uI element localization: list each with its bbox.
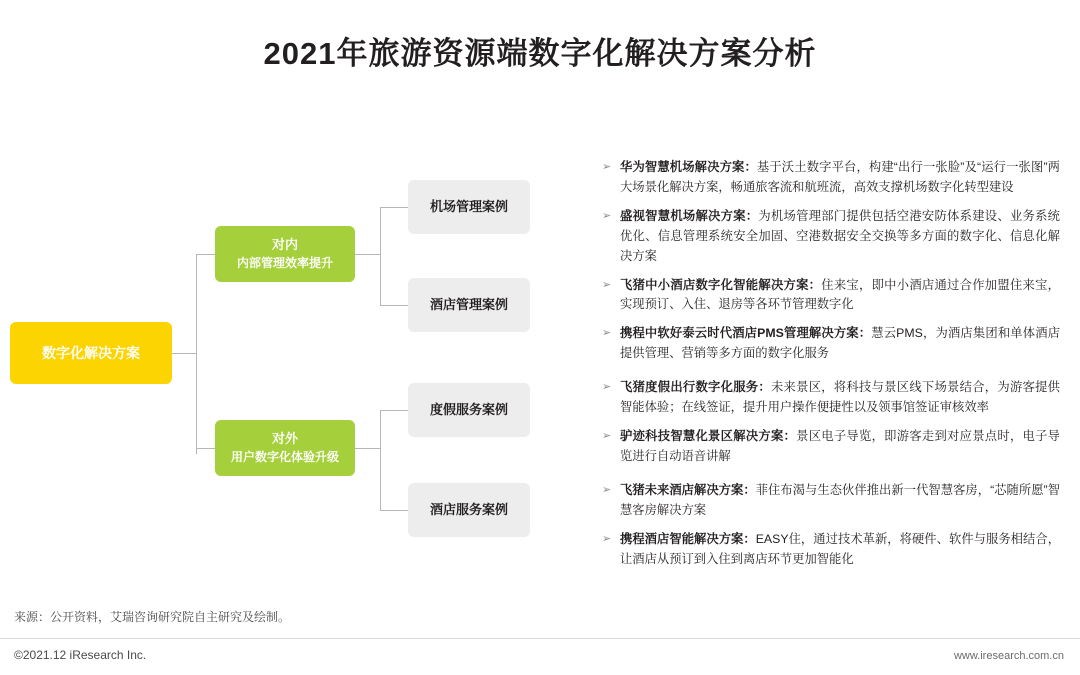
connector-outer-leaf-1 xyxy=(380,410,408,411)
connector-root-spine xyxy=(196,254,197,454)
diagram-node-leaf-hotel-management xyxy=(408,278,530,332)
bullet-item-text: 景区电子导览，即游客走到对应景点时，电子导览进行自动语音讲解 xyxy=(620,428,1060,463)
arrow-icon: ➢ xyxy=(602,381,612,394)
arrow-icon: ➢ xyxy=(602,278,612,291)
diagram-node-leaf-label: 机场管理案例 xyxy=(429,198,508,214)
bullet-list xyxy=(600,158,1060,583)
diagram-node-branch-outer-sub: 用户数字化体验升级 xyxy=(230,449,339,464)
bullet-group xyxy=(600,481,1060,570)
bullet-group xyxy=(600,378,1060,467)
arrow-icon: ➢ xyxy=(602,209,612,222)
arrow-icon: ➢ xyxy=(602,161,612,173)
source-note: 来源：公开资料，艾瑞咨询研究院自主研究及绘制。 xyxy=(14,610,291,624)
connector-inner-leaf-1 xyxy=(380,207,408,208)
connector-outer-leaf-2 xyxy=(380,510,408,511)
connector-to-branch-outer xyxy=(196,448,215,449)
bullet-item-title: 飞猪度假出行数字化服务： xyxy=(620,380,771,395)
connector-inner-stem xyxy=(355,254,380,255)
page-title: 2021年旅游资源端数字化解决方案分析 xyxy=(263,36,817,71)
connector-root-stem xyxy=(172,353,196,354)
diagram-node-leaf-hotel-service xyxy=(408,483,530,537)
connector-to-branch-inner xyxy=(196,254,215,255)
website-url: www.iresearch.com.cn xyxy=(953,650,1064,662)
connector-inner-spine xyxy=(380,207,381,305)
bullet-item xyxy=(600,427,1060,467)
bullet-item xyxy=(600,530,1060,570)
arrow-icon: ➢ xyxy=(602,429,612,442)
diagram-node-leaf-vacation-service xyxy=(408,383,530,437)
arrow-icon: ➢ xyxy=(602,532,612,545)
bullet-item-text: EASY住，通过技术革新，将硬件、软件与服务相结合，让酒店从预订到入住到离店环节更加智能化 xyxy=(620,531,1060,566)
diagram xyxy=(0,140,560,570)
bullet-group xyxy=(600,158,1060,364)
bullet-item-title: 飞猪未来酒店解决方案： xyxy=(620,482,756,497)
connector-outer-spine xyxy=(380,410,381,510)
diagram-node-root xyxy=(10,322,172,384)
diagram-node-leaf-label: 度假服务案例 xyxy=(429,401,508,417)
footer-divider xyxy=(0,638,1080,675)
bullet-item xyxy=(600,324,1060,364)
connector-inner-leaf-2 xyxy=(380,305,408,306)
bullet-item-text: 基于沃土数字平台，构建“出行一张脸”及“运行一张图”两大场景化解决方案，畅通旅客流和航班流，高效支撑机场数字化转型建设 xyxy=(620,160,1060,194)
bullet-item-title: 携程中软好泰云时代酒店PMS管理解决方案： xyxy=(620,326,872,341)
bullet-item-title: 携程酒店智能解决方案： xyxy=(620,531,756,546)
diagram-node-leaf-label: 酒店管理案例 xyxy=(429,296,508,312)
diagram-node-branch-outer-label: 对外 xyxy=(271,430,298,446)
diagram-node-branch-inner-label: 对内 xyxy=(271,236,298,252)
bullet-item-text: 住来宝，即中小酒店通过合作加盟住来宝，实现预订、入住、退房等各环节管理数字化 xyxy=(620,277,1060,312)
diagram-node-branch-inner-sub: 内部管理效率提升 xyxy=(236,255,333,270)
bullet-item-text: 未来景区，将科技与景区线下场景结合，为游客提供智能体验；在线签证，提升用户操作便捷性以及领事馆签证审核效率 xyxy=(620,380,1060,415)
bullet-item-text: 菲住布渴与生态伙伴推出新一代智慧客房，“芯随所愿”智慧客房解决方案 xyxy=(620,482,1060,517)
diagram-node-leaf-airport-management xyxy=(408,180,530,234)
arrow-icon: ➢ xyxy=(602,327,612,340)
bullet-item-text: 慧云PMS，为酒店集团和单体酒店提供管理、营销等多方面的数字化服务 xyxy=(620,326,1060,361)
diagram-node-branch-inner xyxy=(215,226,355,282)
diagram-node-branch-outer xyxy=(215,420,355,476)
copyright-text: ©2021.12 iResearch Inc. xyxy=(14,648,147,662)
bullet-item-title: 驴迹科技智慧化景区解决方案： xyxy=(620,428,797,443)
diagram-node-leaf-label: 酒店服务案例 xyxy=(429,501,508,517)
bullet-item xyxy=(600,378,1060,418)
bullet-item-title: 盛视智慧机场解决方案： xyxy=(620,208,759,223)
arrow-icon: ➢ xyxy=(602,483,612,496)
bullet-item-title: 华为智慧机场解决方案： xyxy=(620,160,757,174)
bullet-item xyxy=(600,276,1060,316)
bullet-item-text: 为机场管理部门提供包括空港安防体系建设、业务系统优化、信息管理系统安全加固、空港数据安全交换等多方面的数字化、信息化解决方案 xyxy=(620,208,1060,263)
bullet-item xyxy=(600,481,1060,521)
bullet-item xyxy=(600,207,1060,267)
bullet-item-title: 飞猪中小酒店数字化智能解决方案： xyxy=(620,277,822,292)
diagram-node-root-label: 数字化解决方案 xyxy=(42,344,140,361)
connector-outer-stem xyxy=(355,448,380,449)
bullet-item xyxy=(600,158,1060,198)
